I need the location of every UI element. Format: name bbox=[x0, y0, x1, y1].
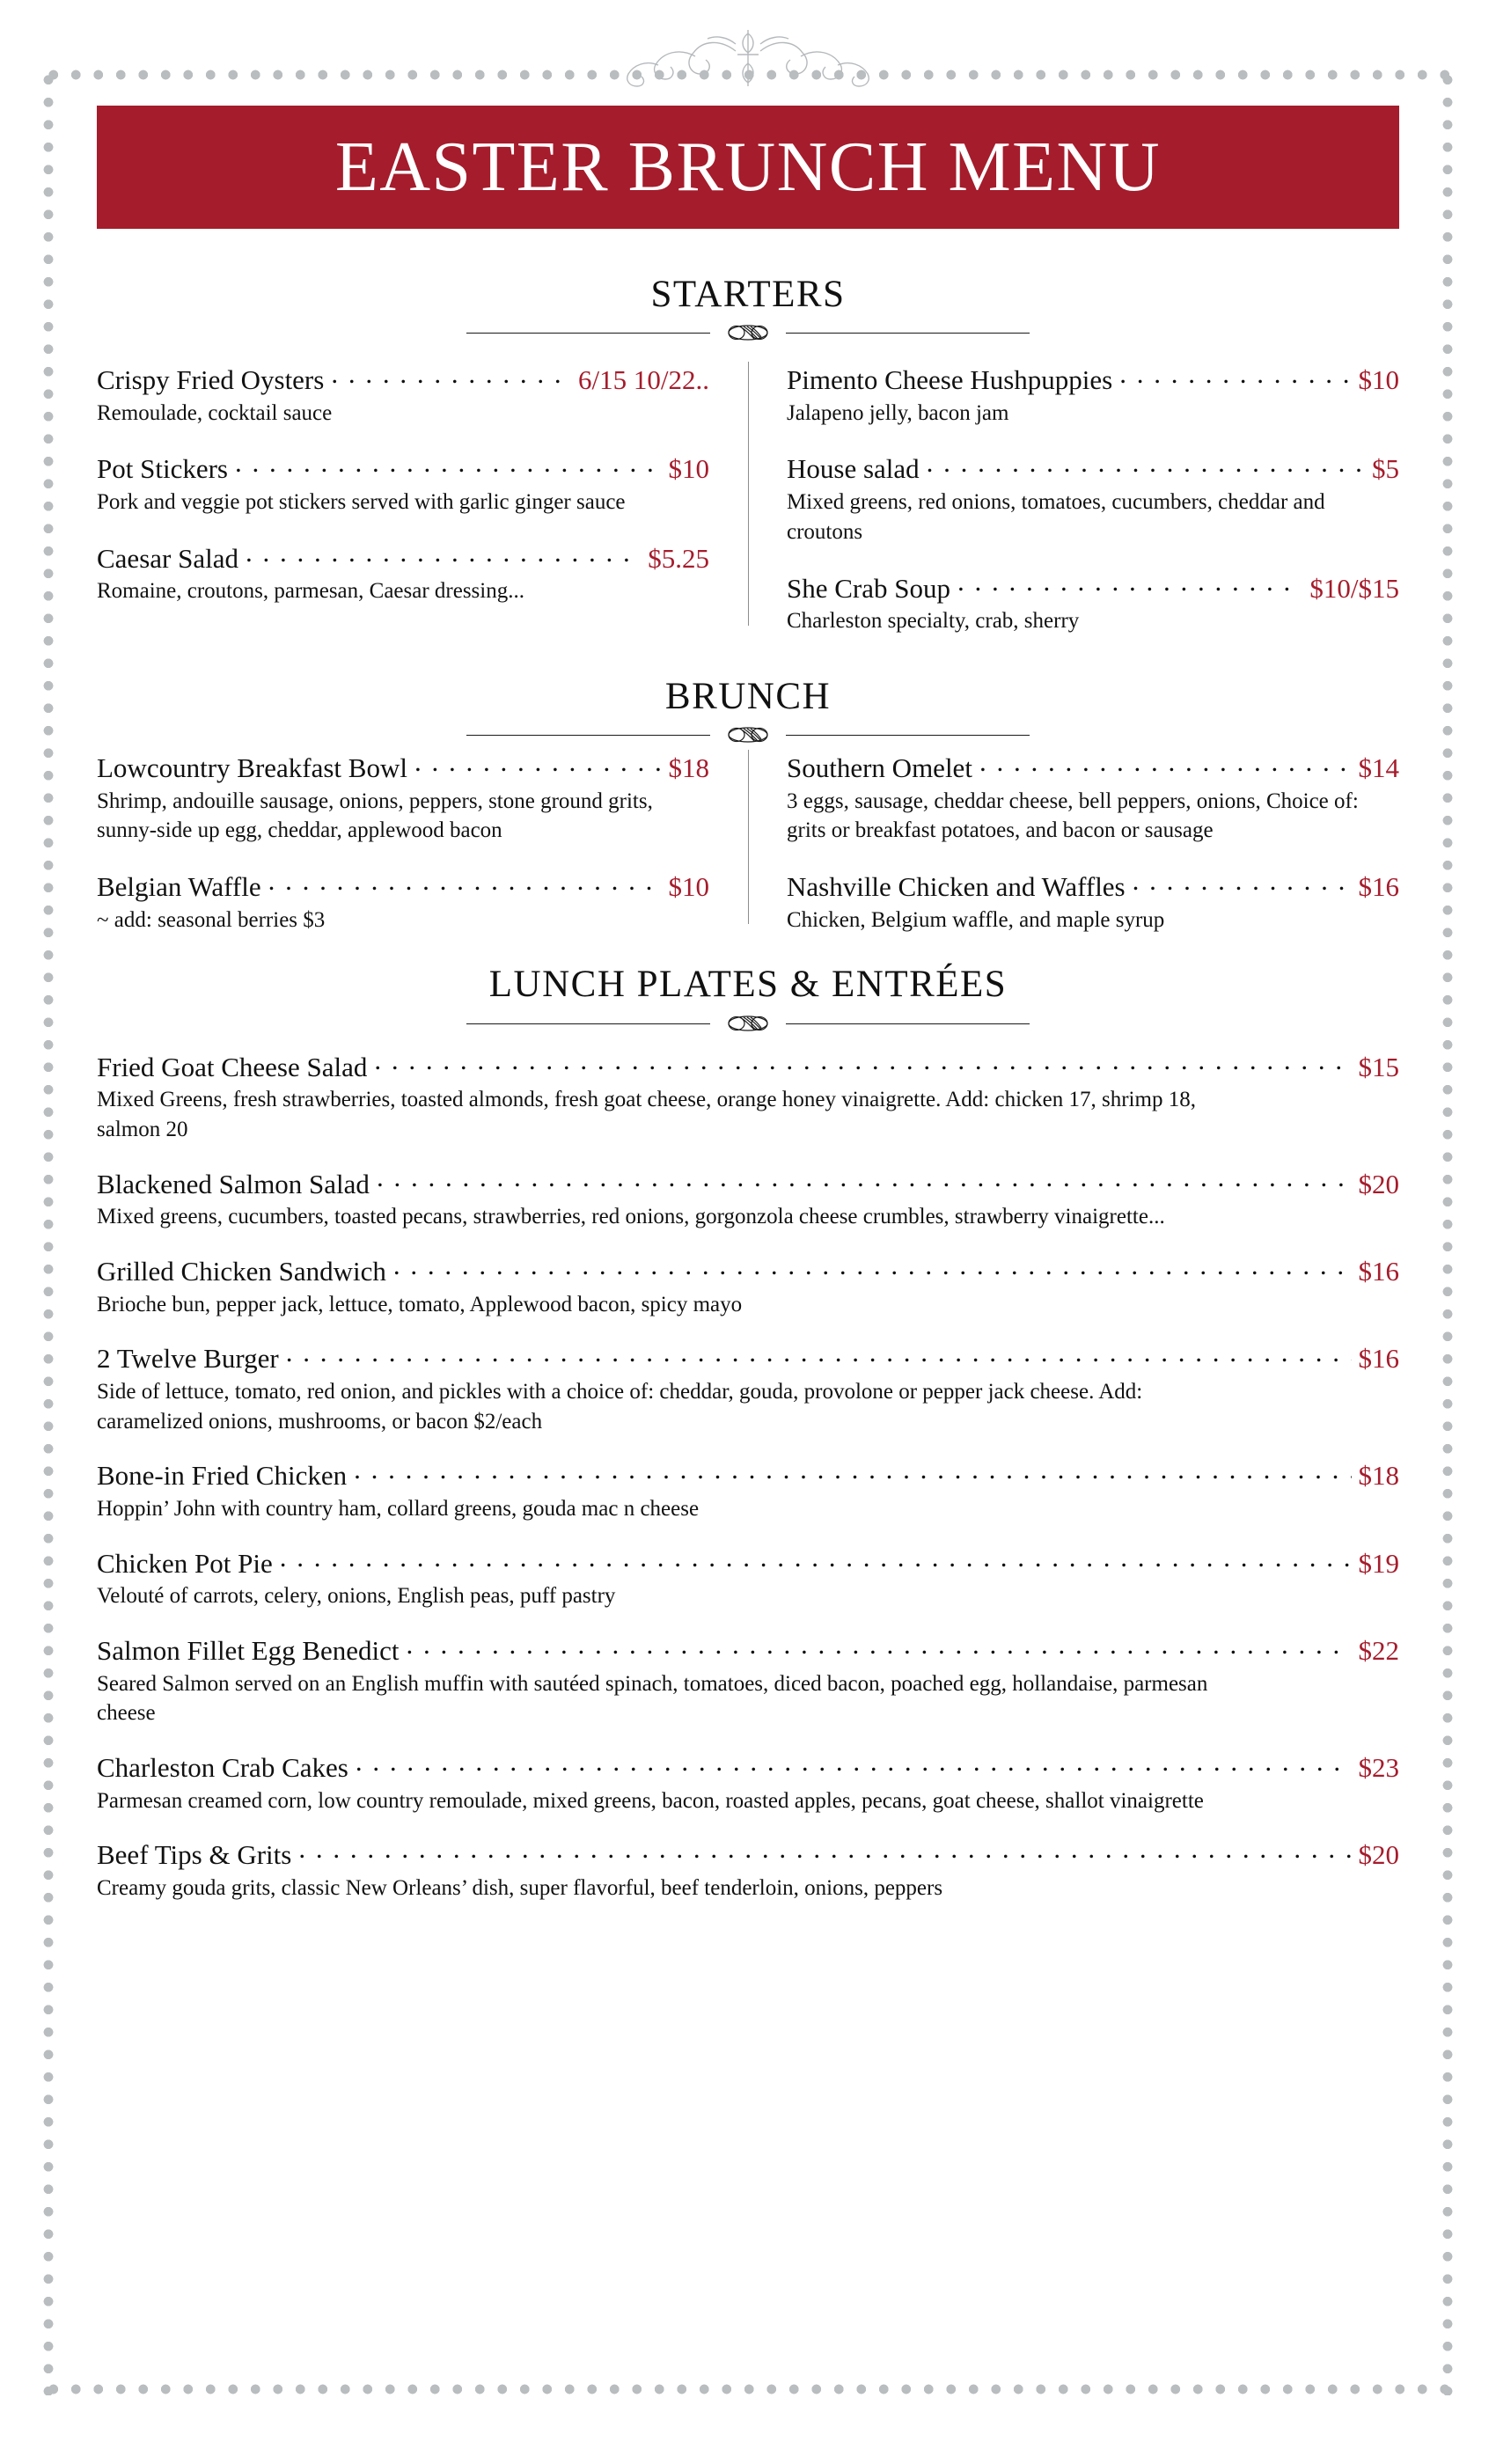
section-header-brunch bbox=[97, 677, 1399, 744]
menu-item bbox=[97, 1837, 1399, 1903]
menu-item-line bbox=[97, 1837, 1399, 1872]
section-rule-starters bbox=[466, 323, 1030, 342]
menu-item bbox=[787, 750, 1399, 846]
menu-item-line bbox=[97, 869, 709, 904]
menu-item-price: $16 bbox=[1358, 1255, 1399, 1287]
menu-item-name: Salmon Fillet Egg Benedict bbox=[97, 1635, 400, 1667]
column-divider bbox=[748, 362, 749, 626]
rule-ornament-icon bbox=[710, 1014, 786, 1033]
menu-item bbox=[97, 1545, 1399, 1611]
menu-item-description: Mixed greens, cucumbers, toasted pecans, strawberries, red onions, gorgonzola cheese crumbles, strawberry vinaigrette... bbox=[97, 1205, 1165, 1229]
leader-dots bbox=[374, 1049, 1351, 1076]
menu-item-line bbox=[97, 540, 709, 576]
menu-item-price: $18 bbox=[1358, 1460, 1399, 1492]
menu-item bbox=[787, 570, 1399, 636]
menu-item bbox=[97, 540, 709, 606]
menu-item-name: Beef Tips & Grits bbox=[97, 1839, 292, 1871]
menu-item-price: $10 bbox=[668, 871, 709, 903]
menu-item-name: Lowcountry Breakfast Bowl bbox=[97, 752, 407, 784]
menu-item-price: $18 bbox=[668, 752, 709, 784]
menu-item-description: Shrimp, andouille sausage, onions, peppers, stone ground grits, sunny-side up egg, cheddar, applewood bacon bbox=[97, 788, 653, 843]
lunch-items-list bbox=[97, 1049, 1399, 1903]
menu-item-line bbox=[97, 1049, 1399, 1084]
menu-item-line bbox=[97, 750, 709, 785]
section-spacer bbox=[97, 935, 1399, 964]
leader-dots bbox=[1119, 362, 1351, 389]
menu-item bbox=[97, 1632, 1399, 1728]
leader-dots bbox=[356, 1749, 1352, 1777]
section-title-brunch: BRUNCH bbox=[664, 675, 832, 717]
menu-item-price: $14 bbox=[1358, 752, 1399, 784]
menu-item-line bbox=[97, 1632, 1399, 1668]
leader-dots bbox=[246, 540, 641, 568]
menu-item bbox=[97, 1049, 1399, 1145]
menu-item-line bbox=[97, 362, 709, 397]
menu-item-description: Jalapeno jelly, bacon jam bbox=[787, 400, 1009, 425]
column-divider bbox=[748, 750, 749, 924]
menu-item-name: Fried Goat Cheese Salad bbox=[97, 1051, 368, 1082]
menu-item-name: Belgian Waffle bbox=[97, 871, 261, 903]
menu-item bbox=[787, 451, 1399, 546]
border-dots-right bbox=[1441, 69, 1454, 2395]
leader-dots bbox=[268, 869, 662, 896]
leader-dots bbox=[407, 1632, 1352, 1660]
menu-item-price: $22 bbox=[1358, 1635, 1399, 1667]
menu-item-price: $5.25 bbox=[648, 542, 709, 574]
menu-item-price: $5 bbox=[1372, 453, 1399, 485]
menu-item bbox=[97, 869, 709, 935]
top-flourish-ornament bbox=[563, 25, 933, 93]
menu-item-line bbox=[97, 451, 709, 486]
menu-title-banner bbox=[97, 106, 1399, 229]
menu-item-name: House salad bbox=[787, 453, 920, 485]
menu-item-price: $23 bbox=[1358, 1752, 1399, 1784]
menu-item-price: $10 bbox=[1358, 364, 1399, 396]
menu-item-price: $16 bbox=[1358, 1343, 1399, 1375]
menu-item-line bbox=[787, 451, 1399, 486]
menu-item-price: $19 bbox=[1358, 1547, 1399, 1579]
menu-item-name: Charleston Crab Cakes bbox=[97, 1752, 348, 1784]
section-spacer bbox=[97, 636, 1399, 677]
starters-columns bbox=[97, 362, 1399, 636]
rule-ornament-icon bbox=[710, 725, 786, 744]
menu-item-line bbox=[97, 1545, 1399, 1580]
leader-dots bbox=[957, 570, 1302, 598]
rule-ornament-icon bbox=[710, 323, 786, 342]
menu-item-description: ~ add: seasonal berries $3 bbox=[97, 907, 326, 932]
menu-item-name: Nashville Chicken and Waffles bbox=[787, 871, 1126, 903]
brunch-left-column bbox=[97, 750, 748, 935]
menu-item-description: Hoppin’ John with country ham, collard greens, gouda mac n cheese bbox=[97, 1496, 700, 1521]
menu-item-name: Grilled Chicken Sandwich bbox=[97, 1255, 386, 1287]
menu-item-name: Pimento Cheese Hushpuppies bbox=[787, 364, 1113, 396]
menu-item-name: Caesar Salad bbox=[97, 542, 238, 574]
menu-item bbox=[97, 1253, 1399, 1319]
menu-item-name: Crispy Fried Oysters bbox=[97, 364, 325, 396]
menu-item-name: Pot Stickers bbox=[97, 453, 228, 485]
menu-item-description: Seared Salmon served on an English muffin with sautéed spinach, tomatoes, diced bacon, poached egg, hollandaise, parmesan cheese bbox=[97, 1671, 1208, 1726]
menu-item-price: $20 bbox=[1358, 1839, 1399, 1871]
section-title-starters: STARTERS bbox=[650, 274, 846, 315]
menu-item-description: Creamy gouda grits, classic New Orleans’ dish, super flavorful, beef tenderloin, onions, peppers bbox=[97, 1876, 943, 1901]
leader-dots bbox=[354, 1457, 1351, 1485]
leader-dots bbox=[1133, 869, 1352, 896]
menu-page bbox=[97, 106, 1399, 1925]
menu-item-price: 6/15 10/22.. bbox=[578, 364, 709, 396]
menu-item-price: $10 bbox=[668, 453, 709, 485]
menu-item-description: Charleston specialty, crab, sherry bbox=[787, 609, 1080, 634]
menu-item-description: Side of lettuce, tomato, red onion, and pickles with a choice of: cheddar, gouda, provolone or pepper jack cheese. Add: caramelized onions, mushrooms, or bacon $2/each bbox=[97, 1379, 1143, 1434]
leader-dots bbox=[331, 362, 571, 389]
leader-dots bbox=[377, 1166, 1352, 1193]
menu-item-price: $20 bbox=[1358, 1168, 1399, 1199]
menu-item-line bbox=[97, 1749, 1399, 1785]
menu-item-description: Mixed Greens, fresh strawberries, toasted almonds, fresh goat cheese, orange honey vinaigrette. Add: chicken 17, shrimp 18, salmon 20 bbox=[97, 1088, 1196, 1141]
menu-item-price: $10/$15 bbox=[1309, 572, 1399, 604]
leader-dots bbox=[235, 451, 662, 478]
menu-item bbox=[97, 750, 709, 846]
menu-item-description: Pork and veggie pot stickers served with garlic ginger sauce bbox=[97, 490, 626, 515]
leader-dots bbox=[927, 451, 1365, 478]
page-title: EASTER BRUNCH MENU bbox=[334, 128, 1162, 206]
menu-item-line bbox=[97, 1253, 1399, 1288]
menu-item-line bbox=[787, 750, 1399, 785]
menu-item-description: Romaine, croutons, parmesan, Caesar dressing... bbox=[97, 579, 524, 604]
section-rule-lunch bbox=[466, 1014, 1030, 1033]
menu-item-description: Brioche bun, pepper jack, lettuce, tomato, Applewood bacon, spicy mayo bbox=[97, 1292, 743, 1316]
leader-dots bbox=[298, 1837, 1351, 1864]
menu-item-line bbox=[97, 1457, 1399, 1492]
menu-item-price: $15 bbox=[1358, 1051, 1399, 1082]
border-dots-top bbox=[42, 69, 1454, 81]
brunch-right-column bbox=[748, 750, 1399, 935]
menu-item-description: Parmesan creamed corn, low country remoulade, mixed greens, bacon, roasted apples, pecans, goat cheese, shallot vinaigrette bbox=[97, 1788, 1204, 1813]
menu-item bbox=[97, 1166, 1399, 1232]
menu-item-name: Bone-in Fried Chicken bbox=[97, 1460, 348, 1492]
menu-item bbox=[97, 451, 709, 517]
menu-item bbox=[787, 869, 1399, 935]
border-dots-bottom bbox=[42, 2383, 1454, 2395]
menu-item-name: Southern Omelet bbox=[787, 752, 972, 784]
brunch-columns bbox=[97, 750, 1399, 935]
starters-right-column bbox=[748, 362, 1399, 636]
menu-item bbox=[97, 362, 709, 428]
menu-item-name: She Crab Soup bbox=[787, 572, 950, 604]
menu-item-line bbox=[787, 869, 1399, 904]
menu-item-line bbox=[787, 570, 1399, 605]
menu-item-name: 2 Twelve Burger bbox=[97, 1343, 279, 1375]
starters-left-column bbox=[97, 362, 748, 636]
menu-item-description: Chicken, Belgium waffle, and maple syrup bbox=[787, 907, 1165, 932]
section-header-starters bbox=[97, 275, 1399, 342]
section-title-lunch: LUNCH PLATES & ENTRÉES bbox=[488, 964, 1008, 1006]
menu-item bbox=[97, 1749, 1399, 1815]
menu-item-price: $16 bbox=[1358, 871, 1399, 903]
menu-item-description: Velouté of carrots, celery, onions, English peas, puff pastry bbox=[97, 1584, 616, 1609]
menu-item-line bbox=[97, 1340, 1399, 1375]
leader-dots bbox=[393, 1253, 1352, 1280]
menu-item-name: Chicken Pot Pie bbox=[97, 1547, 273, 1579]
menu-item bbox=[787, 362, 1399, 428]
leader-dots bbox=[286, 1340, 1352, 1368]
menu-item-line bbox=[787, 362, 1399, 397]
menu-item bbox=[97, 1457, 1399, 1523]
menu-item-name: Blackened Salmon Salad bbox=[97, 1168, 370, 1199]
border-dots-left bbox=[42, 69, 55, 2395]
leader-dots bbox=[979, 750, 1352, 777]
leader-dots bbox=[280, 1545, 1352, 1573]
menu-item bbox=[97, 1340, 1399, 1436]
section-rule-brunch bbox=[466, 725, 1030, 744]
menu-item-description: Remoulade, cocktail sauce bbox=[97, 400, 333, 425]
leader-dots bbox=[414, 750, 662, 777]
menu-item-description: Mixed greens, red onions, tomatoes, cucumbers, cheddar and croutons bbox=[787, 490, 1325, 544]
menu-item-line bbox=[97, 1166, 1399, 1201]
menu-item-description: 3 eggs, sausage, cheddar cheese, bell peppers, onions, Choice of: grits or breakfast potatoes, and bacon or sausage bbox=[787, 788, 1359, 843]
section-header-lunch bbox=[97, 964, 1399, 1032]
